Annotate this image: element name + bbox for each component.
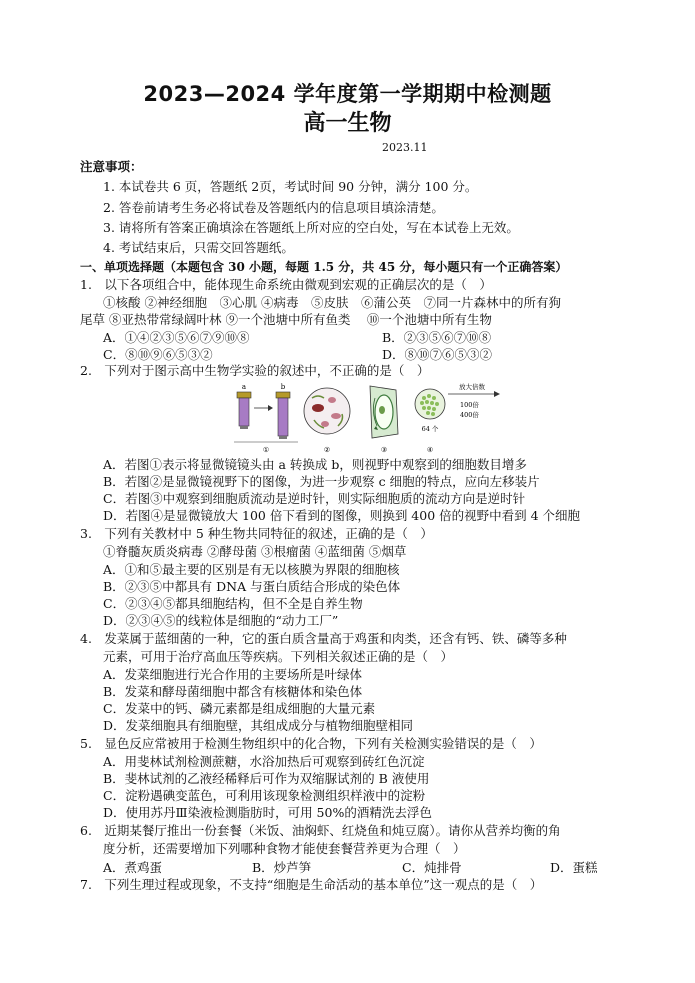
q4-option-a: A．发菜细胞进行光合作用的主要场所是叶绿体 — [103, 667, 363, 682]
q2-option-b: B．若图②是显微镜视野下的图像，为进一步观察 c 细胞的特点，应向左移装片 — [103, 474, 540, 489]
q2-figure — [232, 380, 504, 456]
q2-stem: 2. 下列对于图示高中生物学实验的叙述中，不正确的是（ ） — [80, 363, 430, 378]
q3-stem: 3. 下列有关教材中 5 种生物共同特征的叙述，正确的是（ ） — [80, 526, 433, 541]
q5-option-a: A．用斐林试剂检测蔗糖，水浴加热后可观察到砖红色沉淀 — [103, 754, 425, 769]
q6-option-a: A．煮鸡蛋 — [103, 860, 163, 875]
magnification-100: 100倍 — [460, 401, 479, 409]
cell-cluster-icon — [415, 389, 445, 419]
q5-option-d: D．使用苏丹Ⅲ染液检测脂肪时，可用 50%的酒精洗去浮色 — [103, 805, 432, 820]
q4-stem-cont: 元素，可用于治疗高血压等疾病。下列相关叙述正确的是（ ） — [103, 649, 454, 664]
q1-option-d: D．⑧⑩⑦⑥⑤③② — [382, 347, 493, 362]
panel-3-label: ③ — [380, 446, 388, 454]
panel-2-label: ② — [323, 446, 331, 454]
q3-option-d: D．②③④⑤的线粒体是细胞的“动力工厂” — [103, 613, 339, 628]
lens-b-label: b — [280, 383, 286, 391]
exam-date: 2023.11 — [382, 141, 428, 154]
note-item: 3. 请将所有答案正确填涂在答题纸上所对应的空白处，写在本试卷上无效。 — [103, 220, 519, 235]
q6-option-d: D．蛋糕 — [550, 860, 598, 875]
q1-stem: 1. 以下各项组合中，能体现生命系统由微观到宏观的正确层次的是（ ） — [80, 277, 492, 292]
note-item: 4. 考试结束后，只需交回答题纸。 — [103, 240, 294, 255]
q5-option-c: C．淀粉遇碘变蓝色，可利用该现象检测组织样液中的淀粉 — [103, 788, 426, 803]
q4-option-b: B．发菜和酵母菌细胞中都含有核糖体和染色体 — [103, 684, 363, 699]
q2-option-c: C．若图③中观察到细胞质流动是逆时针，则实际细胞质的流动方向是逆时针 — [103, 491, 526, 506]
q1-option-c: C．⑧⑩⑨⑥⑤③② — [103, 347, 213, 362]
q5-stem: 5. 显色反应常被用于检测生物组织中的化合物，下列有关检测实验错误的是（ ） — [80, 736, 542, 751]
notes-heading: 注意事项： — [80, 159, 143, 174]
q3-option-c: C．②③④⑤都具细胞结构，但不全是自养生物 — [103, 596, 363, 611]
q4-option-c: C．发菜中的钙、磷元素都是组成细胞的大量元素 — [103, 701, 376, 716]
q6-stem: 6. 近期某餐厅推出一份套餐（米饭、油焖虾、红烧鱼和炖豆腐）。请你从营养均衡的角 — [80, 823, 561, 838]
objective-lens-a-icon — [237, 392, 251, 429]
exam-subject: 高一生物 — [303, 111, 392, 136]
magnification-title: 放大倍数 — [459, 383, 485, 391]
panel-1-label: ① — [262, 446, 270, 454]
section-heading: 一、单项选择题（本题包含 30 小题，每题 1.5 分，共 45 分，每小题只有一个正确答案） — [80, 260, 568, 274]
q3-option-b: B．②③⑤中都具有 DNA 与蛋白质结合形成的染色体 — [103, 579, 401, 594]
objective-lens-b-icon — [276, 392, 290, 439]
q4-option-d: D．发菜细胞具有细胞壁，其组成成分与植物细胞壁相同 — [103, 718, 414, 733]
plant-cell-icon — [370, 386, 398, 438]
panel-4-label: ④ — [426, 446, 434, 454]
arrow-right-icon — [494, 391, 500, 397]
lens-a-label: a — [241, 383, 247, 391]
q7-stem: 7. 下列生理过程或现象，不支持“细胞是生命活动的基本单位”这一观点的是（ ） — [80, 877, 543, 892]
q3-items-line: ①脊髓灰质炎病毒 ②酵母菌 ③根瘤菌 ④蓝细菌 ⑤烟草 — [103, 544, 407, 559]
q1-items-line: ①核酸 ②神经细胞 ③心肌 ④病毒 ⑤皮肤 ⑥蒲公英 ⑦同一片森林中的所有狗 — [103, 295, 561, 310]
q4-stem: 4. 发菜属于蓝细菌的一种，它的蛋白质含量高于鸡蛋和肉类，还含有钙、铁、磷等多种 — [80, 631, 567, 646]
q1-items-line: 尾草 ⑧亚热带常绿阔叶林 ⑨一个池塘中所有鱼类 ⑩一个池塘中所有生物 — [80, 312, 492, 327]
q6-option-b: B．炒芦笋 — [252, 860, 312, 875]
q1-option-b: B．②③⑤⑥⑦⑩⑧ — [382, 330, 492, 345]
q2-option-a: A．若图①表示将显微镜镜头由 a 转换成 b，则视野中观察到的细胞数目增多 — [103, 457, 527, 472]
q1-option-a: A．①④②③⑤⑥⑦⑨⑩⑧ — [103, 330, 250, 345]
q2-option-d: D．若图④是显微镜放大 100 倍下看到的图像，则换到 400 倍的视野中看到 4 个细胞 — [103, 508, 581, 523]
q6-stem-cont: 度分析，还需要增加下列哪种食物才能使套餐营养更为合理（ ） — [103, 841, 466, 856]
cell-count-label: 64 个 — [421, 425, 439, 433]
magnification-400: 400倍 — [460, 411, 479, 419]
note-item: 1. 本试卷共 6 页，答题纸 2页，考试时间 90 分钟，满分 100 分。 — [103, 179, 478, 194]
note-item: 2. 答卷前请考生务必将试卷及答题纸内的信息项目填涂清楚。 — [103, 200, 444, 215]
q6-option-c: C．炖排骨 — [402, 860, 462, 875]
q5-option-b: B．斐林试剂的乙液经稀释后可作为双缩脲试剂的 B 液使用 — [103, 771, 430, 786]
microscope-field-icon — [304, 388, 350, 434]
q3-option-a: A．①和⑤最主要的区别是有无以核膜为界限的细胞核 — [103, 562, 400, 577]
exam-title: 2023—2024 学年度第一学期期中检测题 — [143, 82, 552, 106]
